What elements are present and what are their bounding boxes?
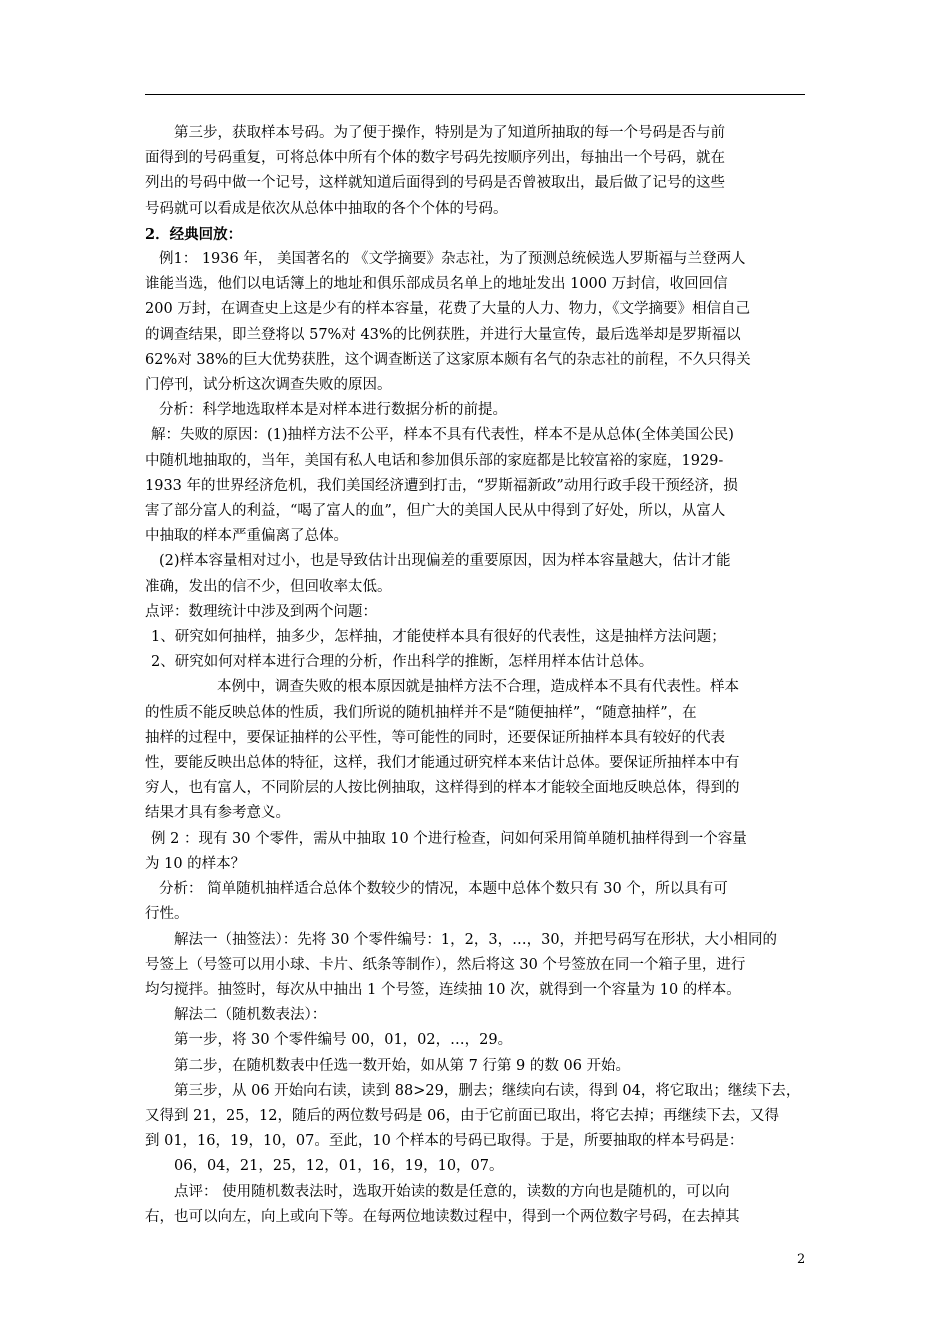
text-line: 到 01，16，19，10，07。至此，10 个样本的号码已取得。于是，所要抽取的样本号码是： bbox=[145, 1133, 744, 1150]
text-line: 200 万封，在调查史上这是少有的样本容量，花费了大量的人力、物力，《文学摘要》相信自己 bbox=[145, 301, 751, 318]
text-line: 点评：数理统计中涉及到两个问题： bbox=[145, 603, 377, 620]
text-line: 右，也可以向左，向上或向下等。在每两位地读数过程中，得到一个两位数字号码，在去掉其 bbox=[145, 1208, 740, 1225]
text-line: 又得到 21，25，12，随后的两位数号码是 06，由于它前面已取出，将它去掉；再继续下去，又得 bbox=[145, 1107, 780, 1124]
text-line: 结果才具有参考意义。 bbox=[145, 805, 290, 822]
header-rule bbox=[145, 94, 805, 95]
text-line: 1、研究如何抽样，抽多少，怎样抽，才能使样本具有很好的代表性，这是抽样方法问题； bbox=[151, 629, 726, 646]
text-line: 分析：科学地选取样本是对样本进行数据分析的前提。 bbox=[159, 402, 507, 419]
text-line: 62%对 38%的巨大优势获胜，这个调查断送了这家原本颇有名气的杂志社的前程，不久只得关 bbox=[145, 351, 751, 368]
text-line: (2)样本容量相对过小，也是导致估计出现偏差的重要原因，因为样本容量越大，估计才能 bbox=[159, 553, 731, 570]
text-line: 号码就可以看成是依次从总体中抽取的各个个体的号码。 bbox=[145, 200, 508, 217]
text-line: 第二步，在随机数表中任选一数开始，如从第 7 行第 9 的数 06 开始。 bbox=[174, 1057, 631, 1074]
text-line: 例1： 1936 年， 美国著名的 《文学摘要》杂志社，为了预测总统候选人罗斯福与兰登两人 bbox=[159, 251, 746, 268]
text-line: 分析： 简单随机抽样适合总体个数较少的情况，本题中总体个数只有 30 个，所以具有可 bbox=[159, 881, 728, 898]
section-heading: 2．经典回放： bbox=[145, 225, 243, 243]
text-line: 性，要能反映出总体的特征，这样，我们才能通过研究样本来估计总体。要保证所抽样本中有 bbox=[145, 755, 740, 772]
text-line: 面得到的号码重复，可将总体中所有个体的数字号码先按顺序列出，每抽出一个号码，就在 bbox=[145, 150, 725, 167]
text-line: 均匀搅拌。抽签时，每次从中抽出 1 个号签，连续抽 10 次，就得到一个容量为 10 的样本。 bbox=[145, 981, 741, 998]
text-line: 点评： 使用随机数表法时，选取开始读的数是任意的，读数的方向也是随机的，可以向 bbox=[174, 1183, 730, 1200]
text-line: 解法一（抽签法）：先将 30 个零件编号：1，2，3，…，30，并把号码写在形状，大小相同的 bbox=[174, 931, 778, 948]
text-line: 1933 年的世界经济危机，我们美国经济遭到打击，“罗斯福新政”动用行政手段干预经济，损 bbox=[145, 477, 738, 494]
text-line: 本例中，调查失败的根本原因就是抽样方法不合理，造成样本不具有代表性。样本 bbox=[217, 679, 739, 696]
text-line: 中抽取的样本严重偏离了总体。 bbox=[145, 528, 348, 545]
text-line: 第三步，从 06 开始向右读，读到 88>29，删去；继续向右读，得到 04，将它取出；继续下去， bbox=[174, 1082, 801, 1099]
text-line: 2、研究如何对样本进行合理的分析，作出科学的推断，怎样用样本估计总体。 bbox=[151, 654, 654, 671]
text-line: 抽样的过程中，要保证抽样的公平性，等可能性的同时，还要保证所抽样本具有较好的代表 bbox=[145, 729, 725, 746]
text-line: 例 2 ：现有 30 个零件，需从中抽取 10 个进行检查，问如何采用简单随机抽样得到一个容量 bbox=[151, 830, 747, 847]
text-line: 准确，发出的信不少，但回收率太低。 bbox=[145, 578, 392, 595]
text-line: 害了部分富人的利益，“喝了富人的血”，但广大的美国人民从中得到了好处，所以，从富人 bbox=[145, 503, 726, 520]
text-line: 行性。 bbox=[145, 906, 189, 923]
text-line: 门停刊，试分析这次调查失败的原因。 bbox=[145, 377, 392, 394]
text-line: 谁能当选，他们以电话簿上的地址和俱乐部成员名单上的地址发出 1000 万封信，收回回信 bbox=[145, 276, 728, 293]
text-line: 第一步，将 30 个零件编号 00，01，02，…，29。 bbox=[174, 1032, 513, 1049]
text-line: 第三步，获取样本号码。为了便于操作，特别是为了知道所抽取的每一个号码是否与前 bbox=[174, 125, 725, 141]
text-line: 中随机地抽取的，当年，美国有私人电话和参加俱乐部的家庭都是比较富裕的家庭，1929- bbox=[145, 452, 724, 469]
text-line: 穷人，也有富人，不同阶层的人按比例抽取，这样得到的样本才能较全面地反映总体，得到的 bbox=[145, 780, 740, 797]
text-line: 为 10 的样本？ bbox=[145, 855, 246, 872]
text-line: 06，04，21，25，12，01，16，19，10，07。 bbox=[174, 1158, 504, 1175]
text-line: 列出的号码中做一个记号，这样就知道后面得到的号码是否曾被取出，最后做了记号的这些 bbox=[145, 175, 725, 192]
document-body bbox=[145, 121, 807, 1230]
text-line: 解：失败的原因：(1)抽样方法不公平，样本不具有代表性，样本不是从总体(全体美国公民) bbox=[151, 427, 734, 444]
page-number: 2 bbox=[797, 1252, 806, 1267]
text-line: 号签上（号签可以用小球、卡片、纸条等制作），然后将这 30 个号签放在同一个箱子里，进行 bbox=[145, 956, 746, 973]
text-line: 的调查结果，即兰登将以 57%对 43%的比例获胜，并进行大量宣传，最后选举却是罗斯福以 bbox=[145, 326, 741, 343]
text-line: 解法二（随机数表法）： bbox=[174, 1007, 327, 1024]
text-line: 的性质不能反映总体的性质，我们所说的随机抽样并不是“随便抽样”，“随意抽样”，在 bbox=[145, 704, 697, 721]
